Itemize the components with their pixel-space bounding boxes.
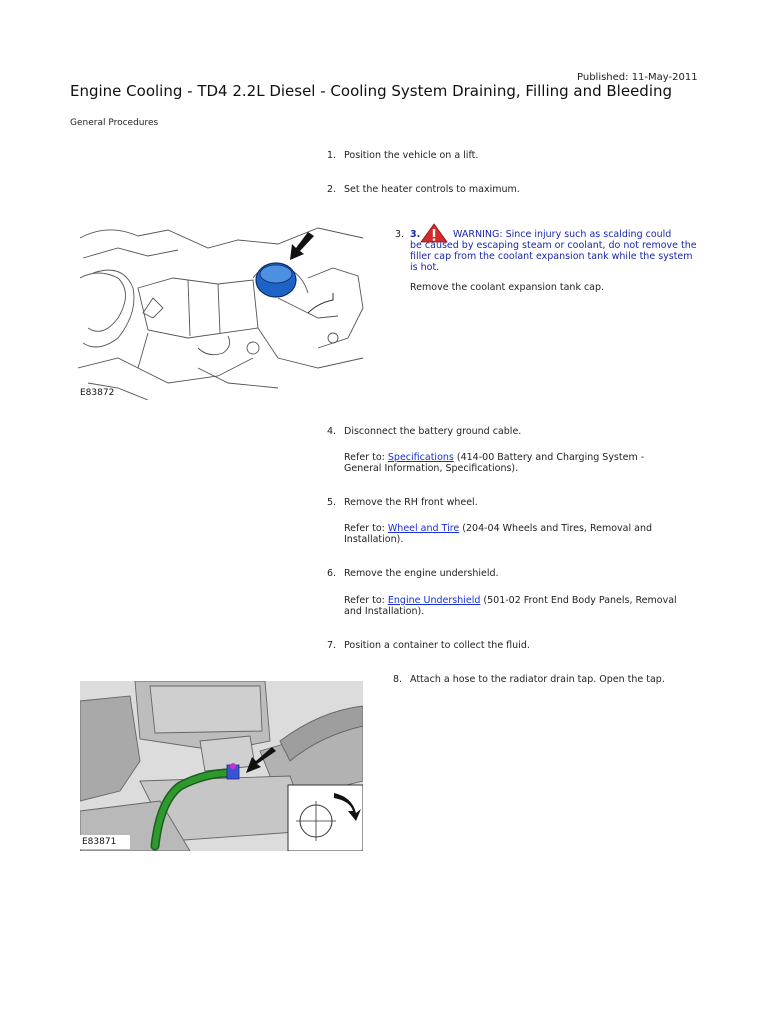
step-number: 8. (393, 674, 403, 685)
step-number: 6. (327, 568, 337, 579)
step-text: Attach a hose to the radiator drain tap. Open the tap. (410, 674, 665, 685)
refer-suffix: (501-02 Front End Body Panels, Removal and Installation). (344, 595, 677, 617)
radiator-drain-illustration (80, 681, 363, 851)
warning-text-continued: be caused by escaping steam or coolant, do not remove the filler cap from the coolant expansion tank while the system is hot. (410, 240, 697, 273)
step-text: Set the heater controls to maximum. (344, 184, 520, 195)
step-text: Remove the RH front wheel. (344, 497, 478, 508)
step-3-text: Remove the coolant expansion tank cap. (410, 282, 605, 293)
step-number: 3. (395, 229, 405, 240)
step-number: 4. (327, 426, 337, 437)
step-6-reference (344, 595, 684, 617)
step-number: 7. (327, 640, 337, 651)
page-subtitle: General Procedures (70, 118, 159, 128)
refer-prefix: Refer to: (344, 595, 388, 606)
step-text: Position the vehicle on a lift. (344, 150, 479, 161)
step-number: 1. (327, 150, 337, 161)
refer-prefix: Refer to: (344, 452, 388, 463)
step-text: Disconnect the battery ground cable. (344, 426, 522, 437)
figure-coolant-tank (78, 218, 368, 400)
link-specifications[interactable]: Specifications (387, 452, 454, 463)
step-5-reference (344, 523, 684, 545)
step-4-reference (344, 452, 684, 474)
step-number: 5. (327, 497, 337, 508)
page-title: Engine Cooling - TD4 2.2L Diesel - Cooling System Draining, Filling and Bleeding (70, 82, 673, 100)
step-number: 2. (327, 184, 337, 195)
link-engine-undershield[interactable]: Engine Undershield (387, 595, 481, 606)
link-wheel-and-tire[interactable]: Wheel and Tire (387, 523, 460, 534)
warning-text: WARNING: Since injury such as scalding could (453, 229, 672, 240)
refer-suffix: (204-04 Wheels and Tires, Removal and Installation). (344, 523, 653, 545)
refer-suffix: (414-00 Battery and Charging System - General Information, Specifications). (344, 452, 645, 474)
detail-inset (288, 785, 363, 851)
coolant-tank-illustration (78, 218, 368, 400)
figure-radiator-drain (80, 681, 363, 851)
published-date: Published: 11-May-2011 (577, 72, 698, 83)
figure-label: E83872 (80, 388, 115, 398)
step-text: Remove the engine undershield. (344, 568, 499, 579)
step-number-bold: 3. (410, 229, 421, 240)
figure-label: E83871 (82, 837, 117, 847)
refer-prefix: Refer to: (344, 523, 388, 534)
step-text: Position a container to collect the fluid. (344, 640, 530, 651)
